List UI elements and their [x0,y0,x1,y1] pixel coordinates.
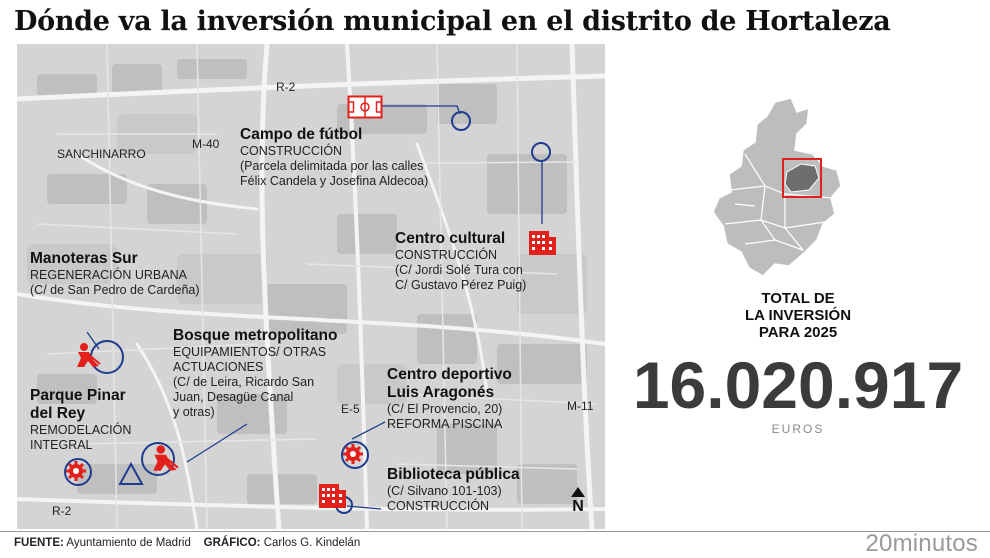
total-amount: 16.020.917 [632,348,964,422]
footer-credits [14,537,360,549]
site-name: Manoteras Sur [30,250,138,267]
site-address: (C/ de Leira, Ricardo San [173,375,315,389]
total-label-line: LA INVERSIÓN [744,307,852,324]
north-arrow-icon [571,487,585,497]
site-label-bosque[interactable] [173,327,337,420]
district-map[interactable] [17,44,605,529]
road-label-r2-bottom: R-2 [52,504,72,518]
site-type: CONSTRUCCIÓN [387,499,490,513]
site-name: Centro cultural [395,230,506,247]
total-unit: EUROS [771,422,825,436]
graphic-value: Carlos G. Kindelán [263,537,361,549]
source-label: FUENTE: [14,537,64,549]
location-marker-campo[interactable] [451,111,471,131]
site-type: REFORMA PISCINA [387,417,503,431]
site-address: (C/ de San Pedro de Cardeña) [30,283,200,297]
site-name: Bosque metropolitano [173,327,338,344]
football-pitch-icon [347,95,383,119]
total-label-line: PARA 2025 [758,324,838,341]
site-name: Luis Aragonés [387,384,495,401]
north-label: N [572,498,584,515]
site-name: Biblioteca pública [387,466,520,483]
site-type: ACTUACIONES [173,360,264,374]
road-label-m40: M-40 [192,137,220,151]
site-label-manoteras[interactable] [30,250,200,298]
site-address: Félix Candela y Josefina Aldecoa) [240,174,429,188]
construction-worker-icon [149,444,181,472]
site-label-deportivo[interactable] [387,366,512,432]
site-label-cultural[interactable] [395,230,526,293]
site-type: REGENERACIÓN URBANA [30,268,187,282]
site-type: EQUIPAMIENTOS/ OTRAS [173,345,327,359]
site-address: (C/ El Provencio, 20) [387,402,503,416]
site-address: (Parcela delimitada por las calles [240,159,424,173]
summary-panel [610,44,986,534]
renovation-gear-icon [63,457,93,487]
site-name: Centro deportivo [387,366,512,383]
site-address: C/ Gustavo Pérez Puig) [395,278,527,292]
brand-logo[interactable]: 20minutos [865,530,978,557]
site-type: CONSTRUCCIÓN [395,248,498,262]
triangle-marker-icon[interactable] [118,462,144,486]
site-name: del Rey [30,405,86,422]
site-address: y otras) [173,405,215,419]
area-label-sanchinarro: SANCHINARRO [57,147,146,161]
site-name: Parque Pinar [30,387,126,404]
construction-worker-icon [73,342,103,368]
road-label-r2-top: R-2 [276,80,296,94]
site-address: Juan, Desagüe Canal [173,390,294,404]
site-label-pinar[interactable] [30,387,131,453]
renovation-gear-icon [340,440,370,470]
building-icon [316,478,348,510]
site-type: CONSTRUCCIÓN [240,144,343,158]
site-label-campo[interactable] [240,126,428,189]
site-address: (C/ Silvano 101-103) [387,484,502,498]
total-label-line: TOTAL DE [761,290,835,307]
source-value: Ayuntamiento de Madrid [66,537,191,549]
graphic-label: GRÁFICO: [203,537,261,549]
site-type: REMODELACIÓN [30,423,132,437]
building-icon [526,225,558,257]
page-title: Dónde va la inversión municipal en el distrito de Hortaleza [14,6,891,37]
road-label-e5: E-5 [341,402,360,416]
footer-divider [0,531,990,532]
site-label-biblioteca[interactable] [387,466,520,514]
site-name: Campo de fútbol [240,126,363,143]
madrid-locator-map [705,94,855,284]
site-address: (C/ Jordi Solé Tura con [395,263,523,277]
location-marker-cultural[interactable] [531,142,551,162]
road-label-m11: M-11 [567,399,594,413]
total-label [610,290,986,341]
site-type: INTEGRAL [30,438,93,452]
